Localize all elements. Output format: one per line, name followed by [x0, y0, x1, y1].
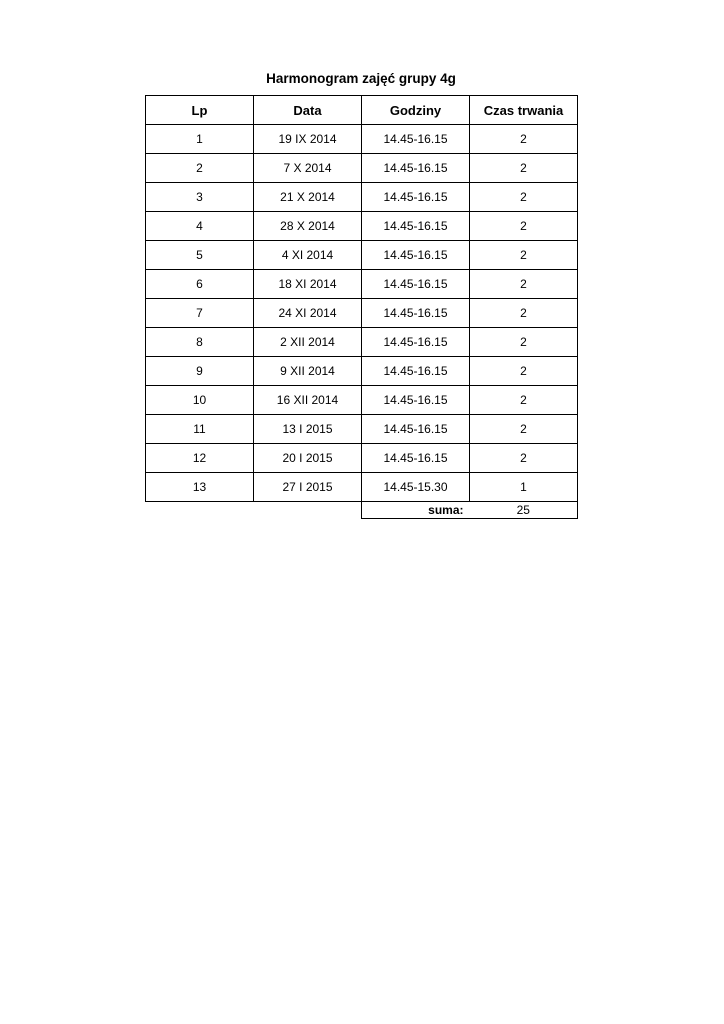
table-row — [146, 241, 578, 270]
table-row — [146, 212, 578, 241]
cell-duration: 2 — [470, 386, 578, 415]
table-row — [146, 183, 578, 212]
cell-date: 27 I 2015 — [254, 473, 362, 502]
cell-hours: 14.45-16.15 — [362, 415, 470, 444]
cell-date: 2 XII 2014 — [254, 328, 362, 357]
cell-duration: 2 — [470, 299, 578, 328]
table-row — [146, 299, 578, 328]
cell-hours: 14.45-15.30 — [362, 473, 470, 502]
cell-lp: 6 — [146, 270, 254, 299]
header-data: Data — [254, 96, 362, 125]
cell-lp: 5 — [146, 241, 254, 270]
cell-duration: 2 — [470, 154, 578, 183]
cell-duration: 2 — [470, 415, 578, 444]
sum-label: suma: — [362, 502, 470, 519]
cell-duration: 2 — [470, 270, 578, 299]
cell-hours: 14.45-16.15 — [362, 357, 470, 386]
cell-date: 24 XI 2014 — [254, 299, 362, 328]
cell-date: 4 XI 2014 — [254, 241, 362, 270]
sum-row-blank — [254, 502, 362, 519]
table-header-row — [146, 96, 578, 125]
cell-date: 20 I 2015 — [254, 444, 362, 473]
cell-hours: 14.45-16.15 — [362, 299, 470, 328]
sum-row-blank — [146, 502, 254, 519]
cell-lp: 1 — [146, 125, 254, 154]
table-row — [146, 357, 578, 386]
cell-date: 7 X 2014 — [254, 154, 362, 183]
cell-lp: 10 — [146, 386, 254, 415]
cell-lp: 12 — [146, 444, 254, 473]
table-row — [146, 444, 578, 473]
schedule-table — [145, 95, 578, 519]
table-row — [146, 473, 578, 502]
cell-lp: 13 — [146, 473, 254, 502]
header-lp: Lp — [146, 96, 254, 125]
cell-lp: 2 — [146, 154, 254, 183]
cell-date: 16 XII 2014 — [254, 386, 362, 415]
table-row — [146, 386, 578, 415]
cell-date: 21 X 2014 — [254, 183, 362, 212]
cell-hours: 14.45-16.15 — [362, 270, 470, 299]
cell-hours: 14.45-16.15 — [362, 241, 470, 270]
cell-duration: 2 — [470, 357, 578, 386]
cell-lp: 7 — [146, 299, 254, 328]
header-czas-trwania: Czas trwania — [470, 96, 578, 125]
cell-hours: 14.45-16.15 — [362, 328, 470, 357]
cell-hours: 14.45-16.15 — [362, 154, 470, 183]
cell-hours: 14.45-16.15 — [362, 183, 470, 212]
cell-date: 28 X 2014 — [254, 212, 362, 241]
cell-lp: 3 — [146, 183, 254, 212]
cell-hours: 14.45-16.15 — [362, 125, 470, 154]
table-row — [146, 415, 578, 444]
table-row — [146, 328, 578, 357]
cell-lp: 8 — [146, 328, 254, 357]
cell-duration: 2 — [470, 328, 578, 357]
sum-value: 25 — [470, 502, 578, 519]
cell-date: 19 IX 2014 — [254, 125, 362, 154]
cell-duration: 1 — [470, 473, 578, 502]
cell-date: 9 XII 2014 — [254, 357, 362, 386]
cell-duration: 2 — [470, 125, 578, 154]
cell-hours: 14.45-16.15 — [362, 212, 470, 241]
cell-duration: 2 — [470, 183, 578, 212]
cell-duration: 2 — [470, 241, 578, 270]
cell-lp: 9 — [146, 357, 254, 386]
table-row — [146, 154, 578, 183]
cell-lp: 11 — [146, 415, 254, 444]
table-row — [146, 125, 578, 154]
cell-date: 13 I 2015 — [254, 415, 362, 444]
cell-duration: 2 — [470, 212, 578, 241]
page-title: Harmonogram zajęć grupy 4g — [266, 71, 456, 86]
table-row — [146, 270, 578, 299]
cell-lp: 4 — [146, 212, 254, 241]
sum-row — [146, 502, 578, 519]
cell-date: 18 XI 2014 — [254, 270, 362, 299]
cell-hours: 14.45-16.15 — [362, 444, 470, 473]
cell-hours: 14.45-16.15 — [362, 386, 470, 415]
header-godziny: Godziny — [362, 96, 470, 125]
cell-duration: 2 — [470, 444, 578, 473]
